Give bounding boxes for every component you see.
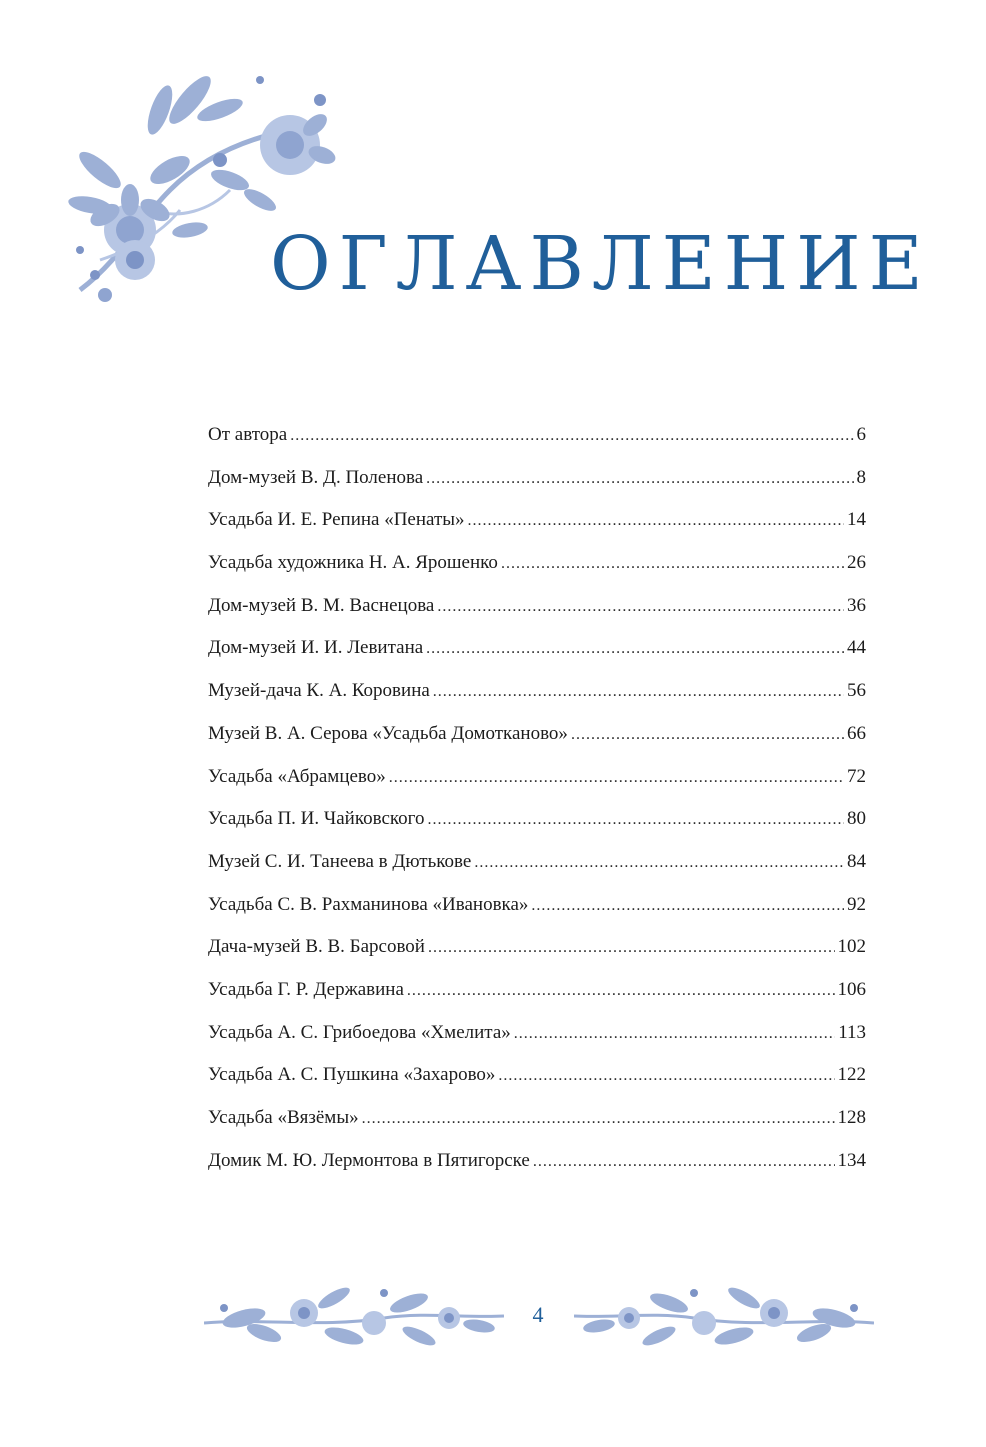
toc-entry [208,467,866,510]
toc-entry [208,979,866,1022]
toc-entry-page: 122 [837,1064,866,1086]
toc-dot-leader [389,769,844,787]
toc-entry [208,595,866,638]
toc-dot-leader [474,854,844,872]
toc-entry [208,723,866,766]
toc-entry [208,894,866,937]
toc-entry-page: 84 [847,850,866,872]
toc-entry [208,1150,866,1193]
toc-entry-page: 92 [847,893,866,915]
toc-entry-page: 8 [856,466,866,488]
toc-dot-leader [426,470,853,488]
toc-entry [208,680,866,723]
toc-entry-title: Усадьба Г. Р. Державина [208,978,404,1000]
toc-entry-title: Музей С. И. Танеева в Дютькове [208,850,472,872]
toc-entry [208,552,866,595]
toc-entry [208,509,866,552]
toc-entry-title: Дом-музей В. Д. Поленова [208,466,424,488]
toc-entry [208,1064,866,1107]
toc-entry-page: 106 [837,978,866,1000]
toc-entry-title: От автора [208,424,288,445]
table-of-contents [208,424,866,1192]
toc-dot-leader [428,939,835,957]
toc-entry [208,766,866,809]
toc-entry [208,1107,866,1150]
toc-entry [208,936,866,979]
toc-entry-page: 102 [837,936,866,958]
toc-entry-title: Усадьба П. И. Чайковского [208,808,425,830]
page-title: ОГЛАВЛЕНИЕ [270,221,931,307]
toc-dot-leader [571,726,844,744]
toc-dot-leader [290,427,853,445]
toc-entry [208,637,866,680]
toc-entry-title: Усадьба И. Е. Репина «Пенаты» [208,509,465,531]
toc-entry-page: 80 [847,808,866,830]
toc-dot-leader [407,982,835,1000]
toc-dot-leader [531,897,844,915]
toc-dot-leader [433,683,844,701]
toc-dot-leader [362,1110,835,1128]
toc-dot-leader [533,1153,835,1171]
toc-dot-leader [426,640,844,658]
toc-entry-title: Музей-дача К. А. Коровина [208,680,430,702]
toc-entry-title: Усадьба «Абрамцево» [208,765,386,787]
toc-entry-page: 44 [847,637,866,659]
toc-dot-leader [498,1067,834,1085]
toc-dot-leader [514,1025,835,1043]
toc-entry-title: Усадьба «Вязёмы» [208,1107,359,1128]
toc-entry-page: 36 [847,594,866,616]
floral-border-right-icon [574,1278,874,1358]
toc-entry-page: 56 [847,680,866,702]
toc-entry-title: Домик М. Ю. Лермонтова в Пятигорске [208,1149,530,1171]
toc-entry [208,424,866,467]
toc-dot-leader [501,555,844,573]
toc-entry-page: 6 [856,424,866,445]
toc-entry [208,808,866,851]
toc-entry-page: 26 [847,552,866,574]
toc-entry-page: 128 [837,1107,866,1128]
toc-entry-page: 113 [838,1021,866,1043]
toc-entry-title: Усадьба С. В. Рахманинова «Ивановка» [208,893,529,915]
toc-entry-page: 134 [837,1149,866,1171]
toc-entry [208,851,866,894]
toc-entry-page: 72 [847,765,866,787]
toc-entry-title: Дом-музей В. М. Васнецова [208,594,435,616]
toc-entry-page: 14 [847,509,866,531]
page-number: 4 [532,1302,544,1327]
toc-entry-title: Усадьба художника Н. А. Ярошенко [208,552,498,574]
toc-dot-leader [468,512,844,530]
toc-entry-title: Дача-музей В. В. Барсовой [208,936,425,958]
toc-entry-title: Дом-музей И. И. Левитана [208,637,424,659]
toc-entry [208,1022,866,1065]
toc-dot-leader [437,598,844,616]
toc-entry-title: Музей В. А. Серова «Усадьба Домотканово» [208,722,568,744]
toc-entry-title: Усадьба А. С. Пушкина «Захарово» [208,1064,496,1086]
toc-dot-leader [428,811,845,829]
toc-entry-title: Усадьба А. С. Грибоедова «Хмелита» [208,1021,511,1043]
toc-entry-page: 66 [847,722,866,744]
floral-border-left-icon [204,1278,504,1358]
